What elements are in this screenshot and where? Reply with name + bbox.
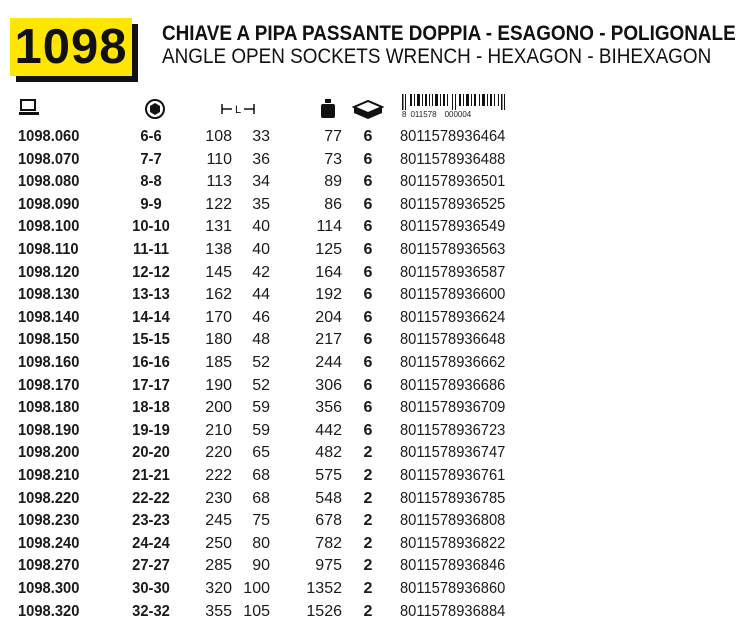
length-value: 145 (205, 263, 232, 281)
ean-code: 8011578936822 (400, 534, 506, 552)
pack-quantity: 6 (363, 218, 373, 236)
product-code: 1098.150 (18, 331, 80, 349)
socket-size: 14-14 (132, 308, 170, 326)
table-row (0, 532, 752, 555)
product-code: 1098.180 (18, 399, 80, 417)
socket-size: 17-17 (132, 376, 170, 394)
table-row (0, 396, 752, 419)
weight-value: 975 (315, 557, 342, 575)
pack-quantity: 2 (363, 444, 373, 462)
length-value: 138 (205, 241, 232, 258)
length-value: 180 (205, 331, 232, 349)
socket-size: 6-6 (140, 128, 162, 145)
product-code: 1098.080 (18, 173, 80, 191)
socket-size: 12-12 (132, 263, 170, 281)
weight-value: 192 (315, 286, 342, 304)
product-code: 1098.230 (18, 512, 80, 530)
ean-code: 8011578936525 (400, 195, 506, 213)
socket-size: 24-24 (132, 534, 170, 552)
length-value: 162 (205, 286, 232, 304)
weight-value: 204 (315, 308, 342, 326)
table-row (0, 600, 752, 623)
product-code: 1098.060 (18, 128, 80, 145)
ean-code: 8011578936563 (400, 241, 506, 258)
socket-size: 18-18 (132, 399, 170, 417)
socket-size: 30-30 (132, 580, 170, 597)
head-length-value: 33 (252, 128, 270, 145)
weight-value: 164 (315, 263, 342, 281)
pack-quantity: 6 (363, 376, 373, 394)
length-value: 190 (205, 376, 232, 394)
barcode-digits (402, 110, 471, 119)
socket-size: 27-27 (132, 557, 170, 575)
length-value: 285 (205, 557, 232, 575)
ean-code: 8011578936709 (400, 399, 506, 417)
head-length-value: 40 (252, 218, 270, 236)
pack-quantity: 6 (363, 399, 373, 417)
length-value: 110 (206, 150, 232, 168)
pack-quantity: 6 (363, 263, 373, 281)
product-code: 1098.090 (18, 195, 80, 213)
head-length-value: 52 (252, 376, 270, 394)
weight-value: 77 (324, 128, 342, 145)
table-row (0, 464, 752, 487)
pack-quantity: 2 (363, 534, 373, 552)
socket-size: 8-8 (140, 173, 162, 191)
table-row (0, 306, 752, 329)
table-row (0, 283, 752, 306)
head-length-value: 59 (252, 421, 270, 439)
head-length-value: 42 (252, 263, 270, 281)
head-length-value: 40 (252, 241, 270, 258)
head-length-value: 46 (252, 308, 270, 326)
pack-quantity: 2 (363, 467, 373, 484)
product-code: 1098.160 (18, 354, 80, 371)
weight-value: 678 (315, 512, 342, 530)
table-row (0, 170, 752, 193)
length-value: 220 (205, 444, 232, 462)
pack-quantity: 6 (363, 150, 373, 168)
length-value: 230 (205, 489, 232, 507)
pack-quantity: 2 (363, 602, 373, 620)
weight-value: 217 (315, 331, 342, 349)
table-row (0, 148, 752, 171)
length-value: 122 (205, 195, 232, 213)
pack-quantity: 2 (363, 580, 373, 597)
head-length-value: 75 (252, 512, 270, 530)
table-row (0, 328, 752, 351)
pack-quantity: 6 (363, 286, 373, 304)
product-code: 1098.120 (18, 263, 80, 281)
product-code: 1098.170 (18, 376, 80, 394)
product-code: 1098.110 (18, 241, 79, 258)
barcode-digit-prefix: 8 (402, 110, 407, 119)
head-length-value: 52 (252, 354, 270, 371)
pack-quantity: 6 (363, 241, 373, 258)
table-row (0, 374, 752, 397)
product-code: 1098.070 (18, 150, 80, 168)
table-row (0, 238, 752, 261)
ean-code: 8011578936747 (400, 444, 506, 462)
head-length-value: 36 (252, 150, 270, 168)
socket-size: 21-21 (132, 467, 170, 484)
table-row (0, 261, 752, 284)
product-code: 1098.240 (18, 534, 80, 552)
title-italian: CHIAVE A PIPA PASSANTE DOPPIA - ESAGONO - POLIGONALE (162, 22, 736, 45)
package-icon (352, 98, 384, 120)
socket-size: 15-15 (132, 331, 170, 349)
length-value: 355 (205, 602, 232, 620)
ean-code: 8011578936884 (400, 602, 506, 620)
ean-code: 8011578936808 (400, 512, 506, 530)
weight-value: 125 (315, 241, 342, 258)
table-row (0, 487, 752, 510)
head-length-value: 34 (252, 173, 270, 191)
socket-size: 22-22 (132, 489, 170, 507)
pack-quantity: 6 (363, 421, 373, 439)
ean-code: 8011578936464 (400, 128, 506, 145)
ean-code: 8011578936860 (400, 580, 506, 597)
pack-quantity: 6 (363, 331, 373, 349)
head-length-value: 48 (252, 331, 270, 349)
weight-value: 86 (324, 195, 342, 213)
weight-value: 548 (315, 489, 342, 507)
table-row (0, 577, 752, 600)
title-english: ANGLE OPEN SOCKETS WRENCH - HEXAGON - BIHEXAGON (162, 45, 712, 68)
product-code: 1098.320 (18, 602, 80, 620)
product-code: 1098.210 (18, 467, 80, 484)
ean-code: 8011578936686 (400, 376, 506, 394)
ean-code: 8011578936501 (400, 173, 506, 191)
length-value: 320 (205, 580, 232, 597)
barcode-digit-right: 000004 (444, 110, 472, 119)
table-row (0, 509, 752, 532)
table-row (0, 441, 752, 464)
ean-code: 8011578936587 (400, 263, 506, 281)
socket-size: 11-11 (132, 241, 170, 258)
weight-value: 1352 (306, 580, 342, 597)
length-value: 170 (205, 308, 232, 326)
length-value: 210 (205, 421, 232, 439)
socket-size: 10-10 (132, 218, 170, 236)
ean-code: 8011578936846 (400, 557, 506, 575)
weight-value: 482 (315, 444, 342, 462)
head-length-value: 44 (252, 286, 270, 304)
ean-code: 8011578936761 (400, 467, 506, 484)
product-code: 1098.270 (18, 557, 80, 575)
pack-quantity: 6 (363, 128, 373, 145)
length-value: 200 (205, 399, 232, 417)
length-value: 185 (205, 354, 232, 371)
length-value: 250 (205, 534, 232, 552)
ean-code: 8011578936662 (400, 354, 506, 371)
product-code: 1098.140 (18, 308, 80, 326)
product-code: 1098.200 (18, 444, 80, 462)
pack-quantity: 6 (363, 173, 373, 191)
pack-quantity: 2 (363, 557, 373, 575)
table-row (0, 215, 752, 238)
weight-value: 89 (324, 173, 342, 191)
ean-code: 8011578936648 (400, 331, 506, 349)
socket-size: 19-19 (132, 421, 170, 439)
ean-code: 8011578936488 (400, 150, 506, 168)
weight-value: 1526 (306, 602, 342, 620)
hexagon-icon (144, 98, 166, 120)
product-number-badge: 1098 (10, 18, 132, 76)
product-code: 1098.300 (18, 580, 80, 597)
table-row (0, 351, 752, 374)
length-value: 108 (205, 128, 232, 145)
weight-value: 244 (315, 354, 342, 371)
pack-quantity: 2 (363, 489, 373, 507)
socket-size: 16-16 (132, 354, 170, 371)
head-length-value: 68 (252, 489, 270, 507)
product-code: 1098.220 (18, 489, 80, 507)
weight-value: 306 (315, 376, 342, 394)
length-value: 131 (205, 218, 232, 236)
ean-code: 8011578936624 (400, 308, 506, 326)
product-code: 1098.190 (18, 421, 80, 439)
pack-quantity: 6 (363, 195, 373, 213)
table-row (0, 419, 752, 442)
socket-size: 32-32 (132, 602, 170, 620)
length-value: 113 (206, 173, 232, 191)
head-length-value: 80 (252, 534, 270, 552)
ean-code: 8011578936723 (400, 421, 506, 439)
head-length-value: 90 (252, 557, 270, 575)
head-length-value: 65 (252, 444, 270, 462)
product-code: 1098.100 (18, 218, 80, 236)
socket-size: 13-13 (132, 286, 170, 304)
length-icon (220, 98, 260, 120)
pack-quantity: 2 (363, 512, 373, 530)
ean-code: 8011578936600 (400, 286, 506, 304)
weight-value: 356 (315, 399, 342, 417)
head-length-value: 68 (252, 467, 270, 484)
head-length-value: 100 (243, 580, 270, 597)
weight-value: 114 (316, 218, 342, 236)
socket-size: 23-23 (132, 512, 170, 530)
table-row (0, 554, 752, 577)
pack-quantity: 6 (363, 354, 373, 371)
length-value: 245 (205, 512, 232, 530)
weight-value: 575 (315, 467, 342, 484)
length-value: 222 (205, 467, 232, 484)
head-length-value: 59 (252, 399, 270, 417)
pack-quantity: 6 (363, 308, 373, 326)
code-icon (18, 98, 40, 120)
socket-size: 7-7 (140, 150, 162, 168)
table-row (0, 193, 752, 216)
head-length-value: 105 (243, 602, 270, 620)
socket-size: 20-20 (132, 444, 170, 462)
product-code: 1098.130 (18, 286, 80, 304)
weight-value: 782 (315, 534, 342, 552)
length-label: L (234, 104, 242, 116)
weight-value: 73 (324, 150, 342, 168)
head-length-value: 35 (252, 195, 270, 213)
table-row (0, 125, 752, 148)
ean-code: 8011578936785 (400, 489, 506, 507)
ean-code: 8011578936549 (400, 218, 506, 236)
barcode-digit-left: 011578 (410, 110, 437, 119)
socket-size: 9-9 (140, 195, 162, 213)
weight-value: 442 (315, 421, 342, 439)
weight-icon (320, 98, 336, 120)
